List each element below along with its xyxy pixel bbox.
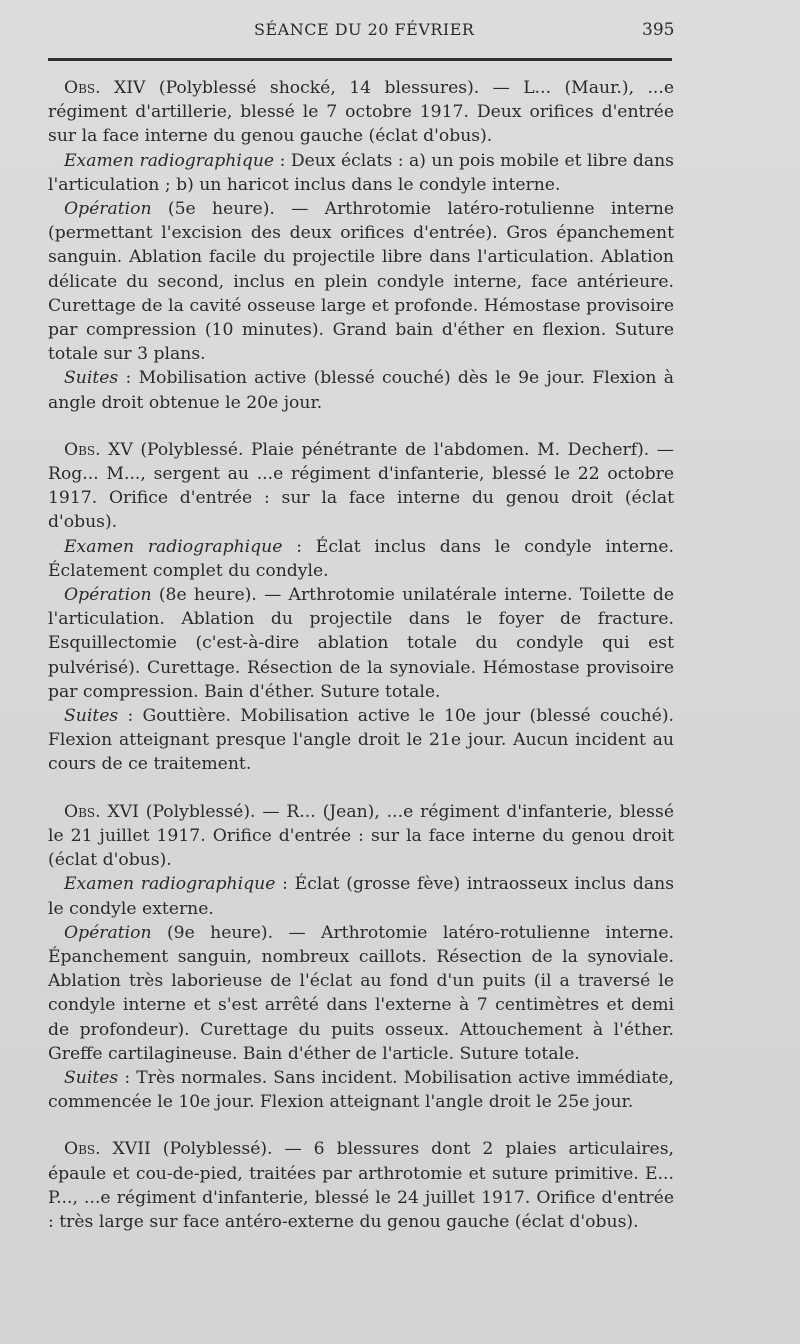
- obs-text: (Polyblessé). — 6 blessures dont 2 plaies articulaires, épaule et cou-de-pied, traitées par arthrotomie et suture primitive. E... P..., ...e régiment d'infanterie, blessé le 24 juillet 1917. Orifice d'entrée : très large sur face antéro-externe du genou gauche (éclat d'obus).: [48, 1139, 674, 1232]
- suites-label: Suites: [64, 706, 119, 727]
- operation-label: Opération: [64, 585, 152, 606]
- obs-text: (Polyblessé shocké, 14 blessures). — L... (Maur.), ...e régiment d'artillerie, blessé le 7 octobre 1917. Deux orifices d'entrée sur la face interne du genou gauche (éclat d'obus).: [48, 78, 675, 147]
- suites-text: : Gouttière. Mobilisation active le 10e jour (blessé couché). Flexion atteignant presque l'angle droit le 21e jour. Aucun incident au cours de ce traitement.: [48, 706, 674, 775]
- header-title: SÉANCE DU 20 FÉVRIER: [254, 20, 475, 39]
- obs-label: Obs. XIV: [64, 78, 146, 98]
- obs-exam: [48, 535, 674, 583]
- obs-suites: [48, 366, 674, 414]
- paragraph-gap: [48, 415, 674, 438]
- obs-intro: [48, 76, 674, 149]
- obs-exam: [48, 872, 674, 920]
- exam-label: Examen radiographique: [64, 874, 276, 895]
- suites-text: : Très normales. Sans incident. Mobilisation active immédiate, commencée le 10e jour. Flexion atteignant l'angle droit le 25e jour.: [48, 1067, 674, 1113]
- header-rule: [48, 58, 672, 61]
- obs-operation: [48, 583, 674, 704]
- exam-text: : Éclat inclus dans le condyle interne. Éclatement complet du condyle.: [48, 536, 674, 581]
- obs-label: Obs. XV: [64, 439, 133, 460]
- paragraph-gap: [48, 777, 674, 800]
- suites-label: Suites: [64, 1067, 119, 1088]
- page-number: 395: [642, 20, 675, 40]
- operation-text: (8e heure). — Arthrotomie unilatérale interne. Toilette de l'articulation. Ablation du projectile dans le foyer de fracture. Esquillectomie (c'est-à-dire ablation totale du condyle qui est pulvérisé). Curettage. Résection de la synoviale. Hémostase provisoire par compression. Bain d'éther. Suture totale.: [48, 585, 674, 702]
- operation-label: Opération: [64, 199, 152, 220]
- suites-text: : Mobilisation active (blessé couché) dès le 9e jour. Flexion à angle droit obtenue le 20e jour.: [48, 368, 674, 413]
- obs-text: (Polyblessé. Plaie pénétrante de l'abdomen. M. Decherf). — Rog... M..., sergent au ...e régiment d'infanterie, blessé le 22 octobre 1917. Orifice d'entrée : sur la face interne du genou droit (éclat d'obus).: [48, 439, 674, 533]
- operation-label: Opération: [64, 922, 152, 943]
- exam-label: Examen radiographique: [64, 536, 283, 557]
- obs-label: Obs. XVI: [64, 801, 139, 822]
- suites-label: Suites: [64, 368, 119, 389]
- obs-intro: [48, 800, 674, 873]
- obs-text: (Polyblessé). — R... (Jean), ...e régiment d'infanterie, blessé le 21 juillet 1917. Orifice d'entrée : sur la face interne du genou droit (éclat d'obus).: [48, 801, 674, 871]
- running-header: [0, 20, 800, 46]
- operation-text: (5e heure). — Arthrotomie latéro-rotulienne interne (permettant l'excision des deux orifices d'entrée). Gros épanchement sanguin. Ablation facile du projectile libre dans l'articulation. Ablation délicate du second, inclus en plein condyle interne, face antérieure. Curettage de la cavité osseuse large et profonde. Hémostase provisoire par compression (10 minutes). Grand bain d'éther en flexion. Suture totale sur 3 plans.: [48, 199, 674, 365]
- exam-text: : Éclat (grosse fève) intraosseux inclus dans le condyle externe.: [48, 874, 675, 919]
- obs-intro: [48, 1137, 674, 1234]
- obs-suites: [48, 1066, 674, 1114]
- page-body: [48, 76, 674, 1234]
- paragraph-gap: [48, 1114, 674, 1137]
- obs-intro: [48, 438, 674, 535]
- obs-operation: [48, 921, 674, 1066]
- obs-suites: [48, 704, 674, 777]
- exam-text: : Deux éclats : a) un pois mobile et libre dans l'articulation ; b) un haricot inclus dans le condyle interne.: [48, 150, 675, 195]
- obs-operation: [48, 197, 674, 366]
- operation-text: (9e heure). — Arthrotomie latéro-rotulienne interne. Épanchement sanguin, nombreux caillots. Résection de la synoviale. Ablation très laborieuse de l'éclat au fond d'un puits (il a traversé le condyle interne et s'est arrêté dans l'externe à 7 centimètres et demi de profondeur). Curettage du puits osseux. Attouchement à l'éther. Greffe cartilagineuse. Bain d'éther de l'article. Suture totale.: [48, 922, 674, 1064]
- obs-exam: [48, 149, 674, 197]
- exam-label: Examen radiographique: [64, 150, 275, 171]
- obs-label: Obs. XVII: [64, 1139, 151, 1160]
